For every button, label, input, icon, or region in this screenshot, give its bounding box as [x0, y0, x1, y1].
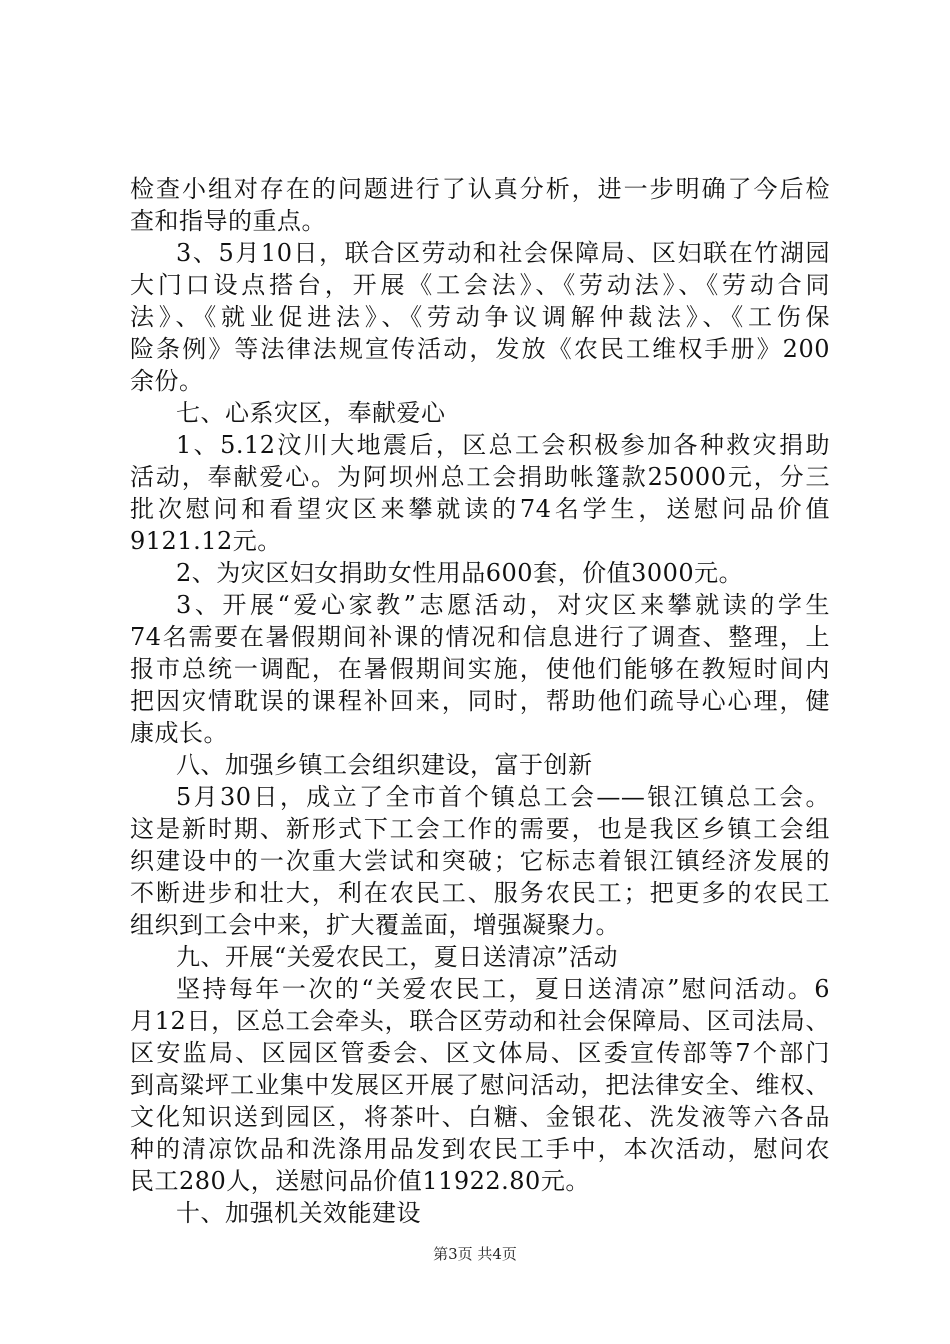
text-line: 这是新时期、新形式下工会工作的需要，也是我区乡镇工会组 [130, 815, 830, 843]
text-line: 月12日，区总工会牵头，联合区劳动和社会保障局、区司法局、 [130, 1007, 830, 1035]
text-line: 余份。 [130, 367, 204, 395]
text-line: 区安监局、区园区管委会、区文体局、区委宣传部等7个部门 [130, 1039, 830, 1067]
text-line: 坚持每年一次的“关爱农民工，夏日送清凉”慰问活动。6 [176, 975, 830, 1003]
text-line: 活动，奉献爱心。为阿坝州总工会捐助帐篷款25000元，分三 [130, 463, 830, 491]
page-number-footer: 第3页 共4页 [433, 1245, 517, 1263]
text-line: 批次慰问和看望灾区来攀就读的74名学生，送慰问品价值 [130, 495, 830, 523]
text-line: 大门口设点搭台，开展《工会法》、《劳动法》、《劳动合同 [130, 271, 830, 299]
text-line: 2、为灾区妇女捐助女性用品600套，价值3000元。 [176, 559, 744, 587]
text-line: 民工280人，送慰问品价值11922.80元。 [130, 1167, 590, 1195]
text-line: 1、5.12汶川大地震后，区总工会积极参加各种救灾捐助 [176, 431, 830, 459]
text-line: 查和指导的重点。 [130, 207, 326, 235]
text-line: 到高粱坪工业集中发展区开展了慰问活动，把法律安全、维权、 [130, 1071, 830, 1099]
text-line: 检查小组对存在的问题进行了认真分析，进一步明确了今后检 [130, 175, 830, 203]
section-heading: 八、加强乡镇工会组织建设，富于创新 [176, 751, 593, 779]
text-line: 险条例》等法律法规宣传活动，发放《农民工维权手册》200 [130, 335, 830, 363]
text-line: 3、开展“爱心家教”志愿活动，对灾区来攀就读的学生 [176, 591, 830, 619]
section-heading: 十、加强机关效能建设 [176, 1199, 421, 1227]
text-line: 织建设中的一次重大尝试和突破；它标志着银江镇经济发展的 [130, 847, 830, 875]
text-line: 组织到工会中来，扩大覆盖面，增强凝聚力。 [130, 911, 620, 939]
text-line: 法》、《就业促进法》、《劳动争议调解仲裁法》、《工伤保 [130, 303, 830, 331]
text-line: 康成长。 [130, 719, 228, 747]
section-heading: 九、开展“关爱农民工，夏日送清凉”活动 [176, 943, 619, 971]
text-line: 报市总统一调配，在暑假期间实施，使他们能够在教短时间内 [130, 655, 830, 683]
text-line: 把因灾情耽误的课程补回来，同时，帮助他们疏导心心理，健 [130, 687, 830, 715]
text-line: 9121.12元。 [130, 527, 282, 555]
text-line: 74名需要在暑假期间补课的情况和信息进行了调查、整理，上 [130, 623, 830, 651]
text-line: 文化知识送到园区，将茶叶、白糖、金银花、洗发液等六各品 [130, 1103, 830, 1131]
text-line: 3、5月10日，联合区劳动和社会保障局、区妇联在竹湖园 [176, 239, 830, 267]
text-line: 5月30日，成立了全市首个镇总工会——银江镇总工会。 [176, 783, 830, 811]
text-line: 不断进步和壮大，利在农民工、服务农民工；把更多的农民工 [130, 879, 830, 907]
section-heading: 七、心系灾区，奉献爱心 [176, 399, 446, 427]
text-line: 种的清凉饮品和洗涤用品发到农民工手中，本次活动，慰问农 [130, 1135, 830, 1163]
